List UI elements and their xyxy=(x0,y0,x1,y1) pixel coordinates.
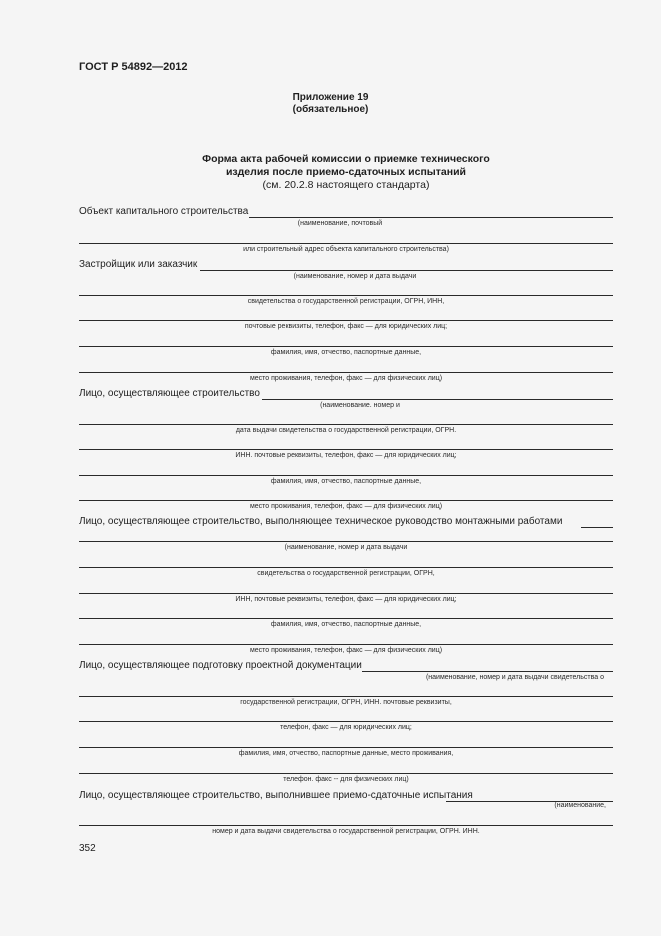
supervisor-input-line[interactable] xyxy=(581,527,613,528)
designer-input-line[interactable] xyxy=(362,671,613,672)
form-title-line3: (см. 20.2.8 настоящего стандарта) xyxy=(262,179,430,191)
designer-caption-1: (наименование, номер и дата выдачи свидетельства о xyxy=(425,674,604,681)
appendix-note: (обязательное) xyxy=(292,104,369,115)
supervisor-caption-4: фамилия, имя, отчество, паспортные данные, xyxy=(270,621,422,628)
designer-caption-4: фамилия, имя, отчество, паспортные данные, место проживания, xyxy=(238,750,454,757)
developer-caption-3: почтовые реквизиты, телефон, факс — для юридических лиц; xyxy=(244,323,448,330)
object-caption-1: (наименование, почтовый xyxy=(297,220,383,227)
developer-input-line-2[interactable] xyxy=(79,295,613,296)
supervisor-input-line-3[interactable] xyxy=(79,567,613,568)
builder-input-line-3[interactable] xyxy=(79,449,613,450)
designer-input-line-3[interactable] xyxy=(79,721,613,722)
builder-label: Лицо, осуществляющее строительство xyxy=(79,388,260,399)
supervisor-input-line-6[interactable] xyxy=(79,644,613,645)
form-title-line1: Форма акта рабочей комиссии о приемке технического xyxy=(202,153,490,165)
designer-caption-2: государственной регистрации, ОГРН, ИНН. почтовые реквизиты, xyxy=(240,699,452,706)
supervisor-caption-3: ИНН, почтовые реквизиты, телефон, факс — для юридических лиц; xyxy=(235,596,457,603)
builder-caption-5: место проживания, телефон, факс — для физических лиц) xyxy=(249,503,443,510)
developer-label: Застройщик или заказчик xyxy=(79,259,198,270)
builder-caption-1: (наименование. номер и xyxy=(320,402,400,409)
supervisor-input-line-2[interactable] xyxy=(79,541,613,542)
supervisor-input-line-5[interactable] xyxy=(79,618,613,619)
designer-input-line-4[interactable] xyxy=(79,747,613,748)
developer-input-line[interactable] xyxy=(200,270,613,271)
tester-caption-2: номер и дата выдачи свидетельства о государственной регистрации, ОГРН. ИНН. xyxy=(212,828,480,835)
page-number: 352 xyxy=(79,843,96,854)
supervisor-caption-1: (наименование, номер и дата выдачи xyxy=(284,544,408,551)
builder-input-line[interactable] xyxy=(262,399,613,400)
developer-input-line-4[interactable] xyxy=(79,346,613,347)
tester-caption-1: (наименование, xyxy=(554,802,606,809)
builder-caption-4: фамилия, имя, отчество, паспортные данные, xyxy=(270,478,422,485)
object-input-line-2[interactable] xyxy=(79,243,613,244)
developer-caption-4: фамилия, имя, отчество, паспортные данные, xyxy=(270,349,422,356)
supervisor-input-line-4[interactable] xyxy=(79,593,613,594)
supervisor-caption-2: свидетельства о государственной регистрации, ОГРН, xyxy=(257,570,435,577)
designer-caption-5: телефон. факс -- для физических лиц) xyxy=(283,776,409,783)
developer-caption-5: место проживания, телефон, факс — для физических лиц) xyxy=(249,375,443,382)
developer-input-line-5[interactable] xyxy=(79,372,613,373)
builder-input-line-2[interactable] xyxy=(79,424,613,425)
standard-number: ГОСТ Р 54892—2012 xyxy=(79,61,188,73)
developer-caption-2: свидетельства о государственной регистрации, ОГРН, ИНН, xyxy=(247,298,445,305)
builder-caption-3: ИНН. почтовые реквизиты, телефон, факс — для юридических лиц; xyxy=(235,452,457,459)
tester-input-line-2[interactable] xyxy=(79,825,613,826)
builder-input-line-4[interactable] xyxy=(79,475,613,476)
builder-input-line-5[interactable] xyxy=(79,500,613,501)
object-caption-2: или строительный адрес объекта капитального строительства) xyxy=(243,246,449,253)
supervisor-label: Лицо, осуществляющее строительство, выполняющее техническое руководство монтажными работами xyxy=(79,516,563,527)
builder-caption-2: дата выдачи свидетельства о государственной регистрации, ОГРН. xyxy=(235,427,457,434)
developer-caption-1: (наименование, номер и дата выдачи xyxy=(293,273,417,280)
developer-input-line-3[interactable] xyxy=(79,320,613,321)
designer-caption-3: телефон, факс — для юридических лиц; xyxy=(280,724,412,731)
object-label: Объект капитального строительства xyxy=(79,206,249,217)
supervisor-caption-5: место проживания, телефон, факс — для физических лиц) xyxy=(249,647,443,654)
object-input-line[interactable] xyxy=(249,217,613,218)
tester-label: Лицо, осуществляющее строительство, выполнившее приемо-сдаточные испытания xyxy=(79,790,473,801)
form-title-line2: изделия после приемо-сдаточных испытаний xyxy=(225,166,467,178)
designer-input-line-5[interactable] xyxy=(79,773,613,774)
appendix-title: Приложение 19 xyxy=(292,92,369,103)
designer-label: Лицо, осуществляющее подготовку проектной документации xyxy=(79,660,362,671)
designer-input-line-2[interactable] xyxy=(79,696,613,697)
